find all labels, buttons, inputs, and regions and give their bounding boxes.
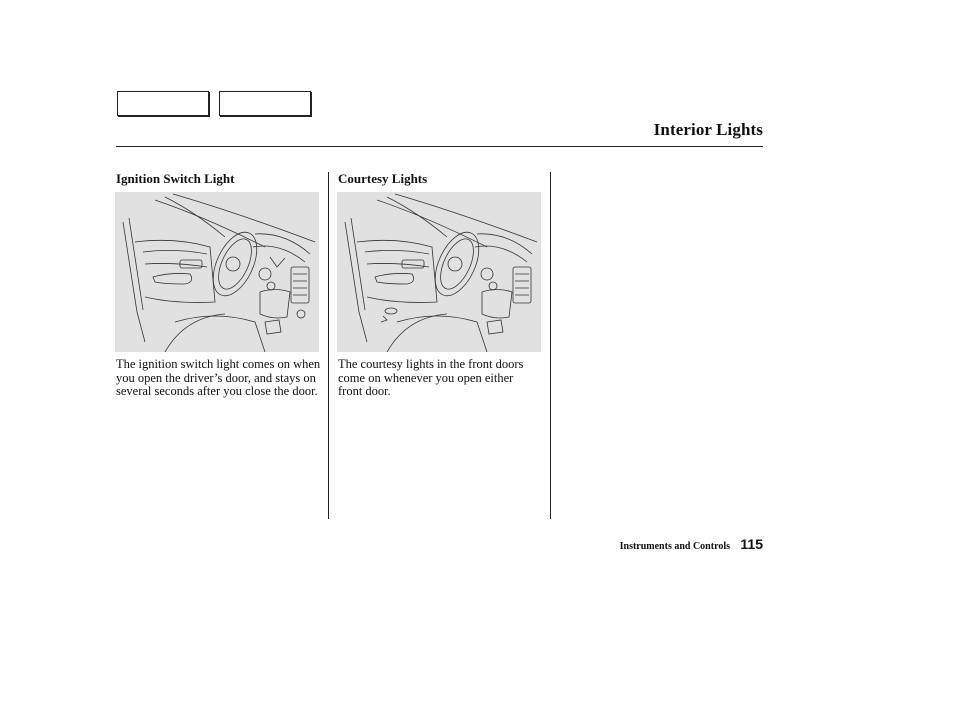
ignition-switch-light-illustration [115, 192, 319, 352]
column-divider-2 [550, 172, 551, 519]
title-divider [116, 146, 763, 147]
page-title: Interior Lights [653, 120, 763, 139]
ignition-switch-light-heading: Ignition Switch Light [116, 171, 235, 186]
column-divider-1 [328, 172, 329, 519]
footer-section-label: Instruments and Controls [619, 541, 730, 552]
index-button[interactable] [219, 91, 311, 116]
main-menu-button[interactable] [117, 91, 209, 116]
courtesy-lights-description: The courtesy lights in the front doors come on whenever you open either front door. [338, 357, 524, 398]
page-number: 115 [740, 536, 763, 552]
courtesy-lights-illustration [337, 192, 541, 352]
courtesy-lights-heading: Courtesy Lights [338, 171, 428, 186]
ignition-switch-light-description: The ignition switch light comes on when you open the driver’s door, and stays on several seconds after you close the door. [116, 357, 321, 398]
